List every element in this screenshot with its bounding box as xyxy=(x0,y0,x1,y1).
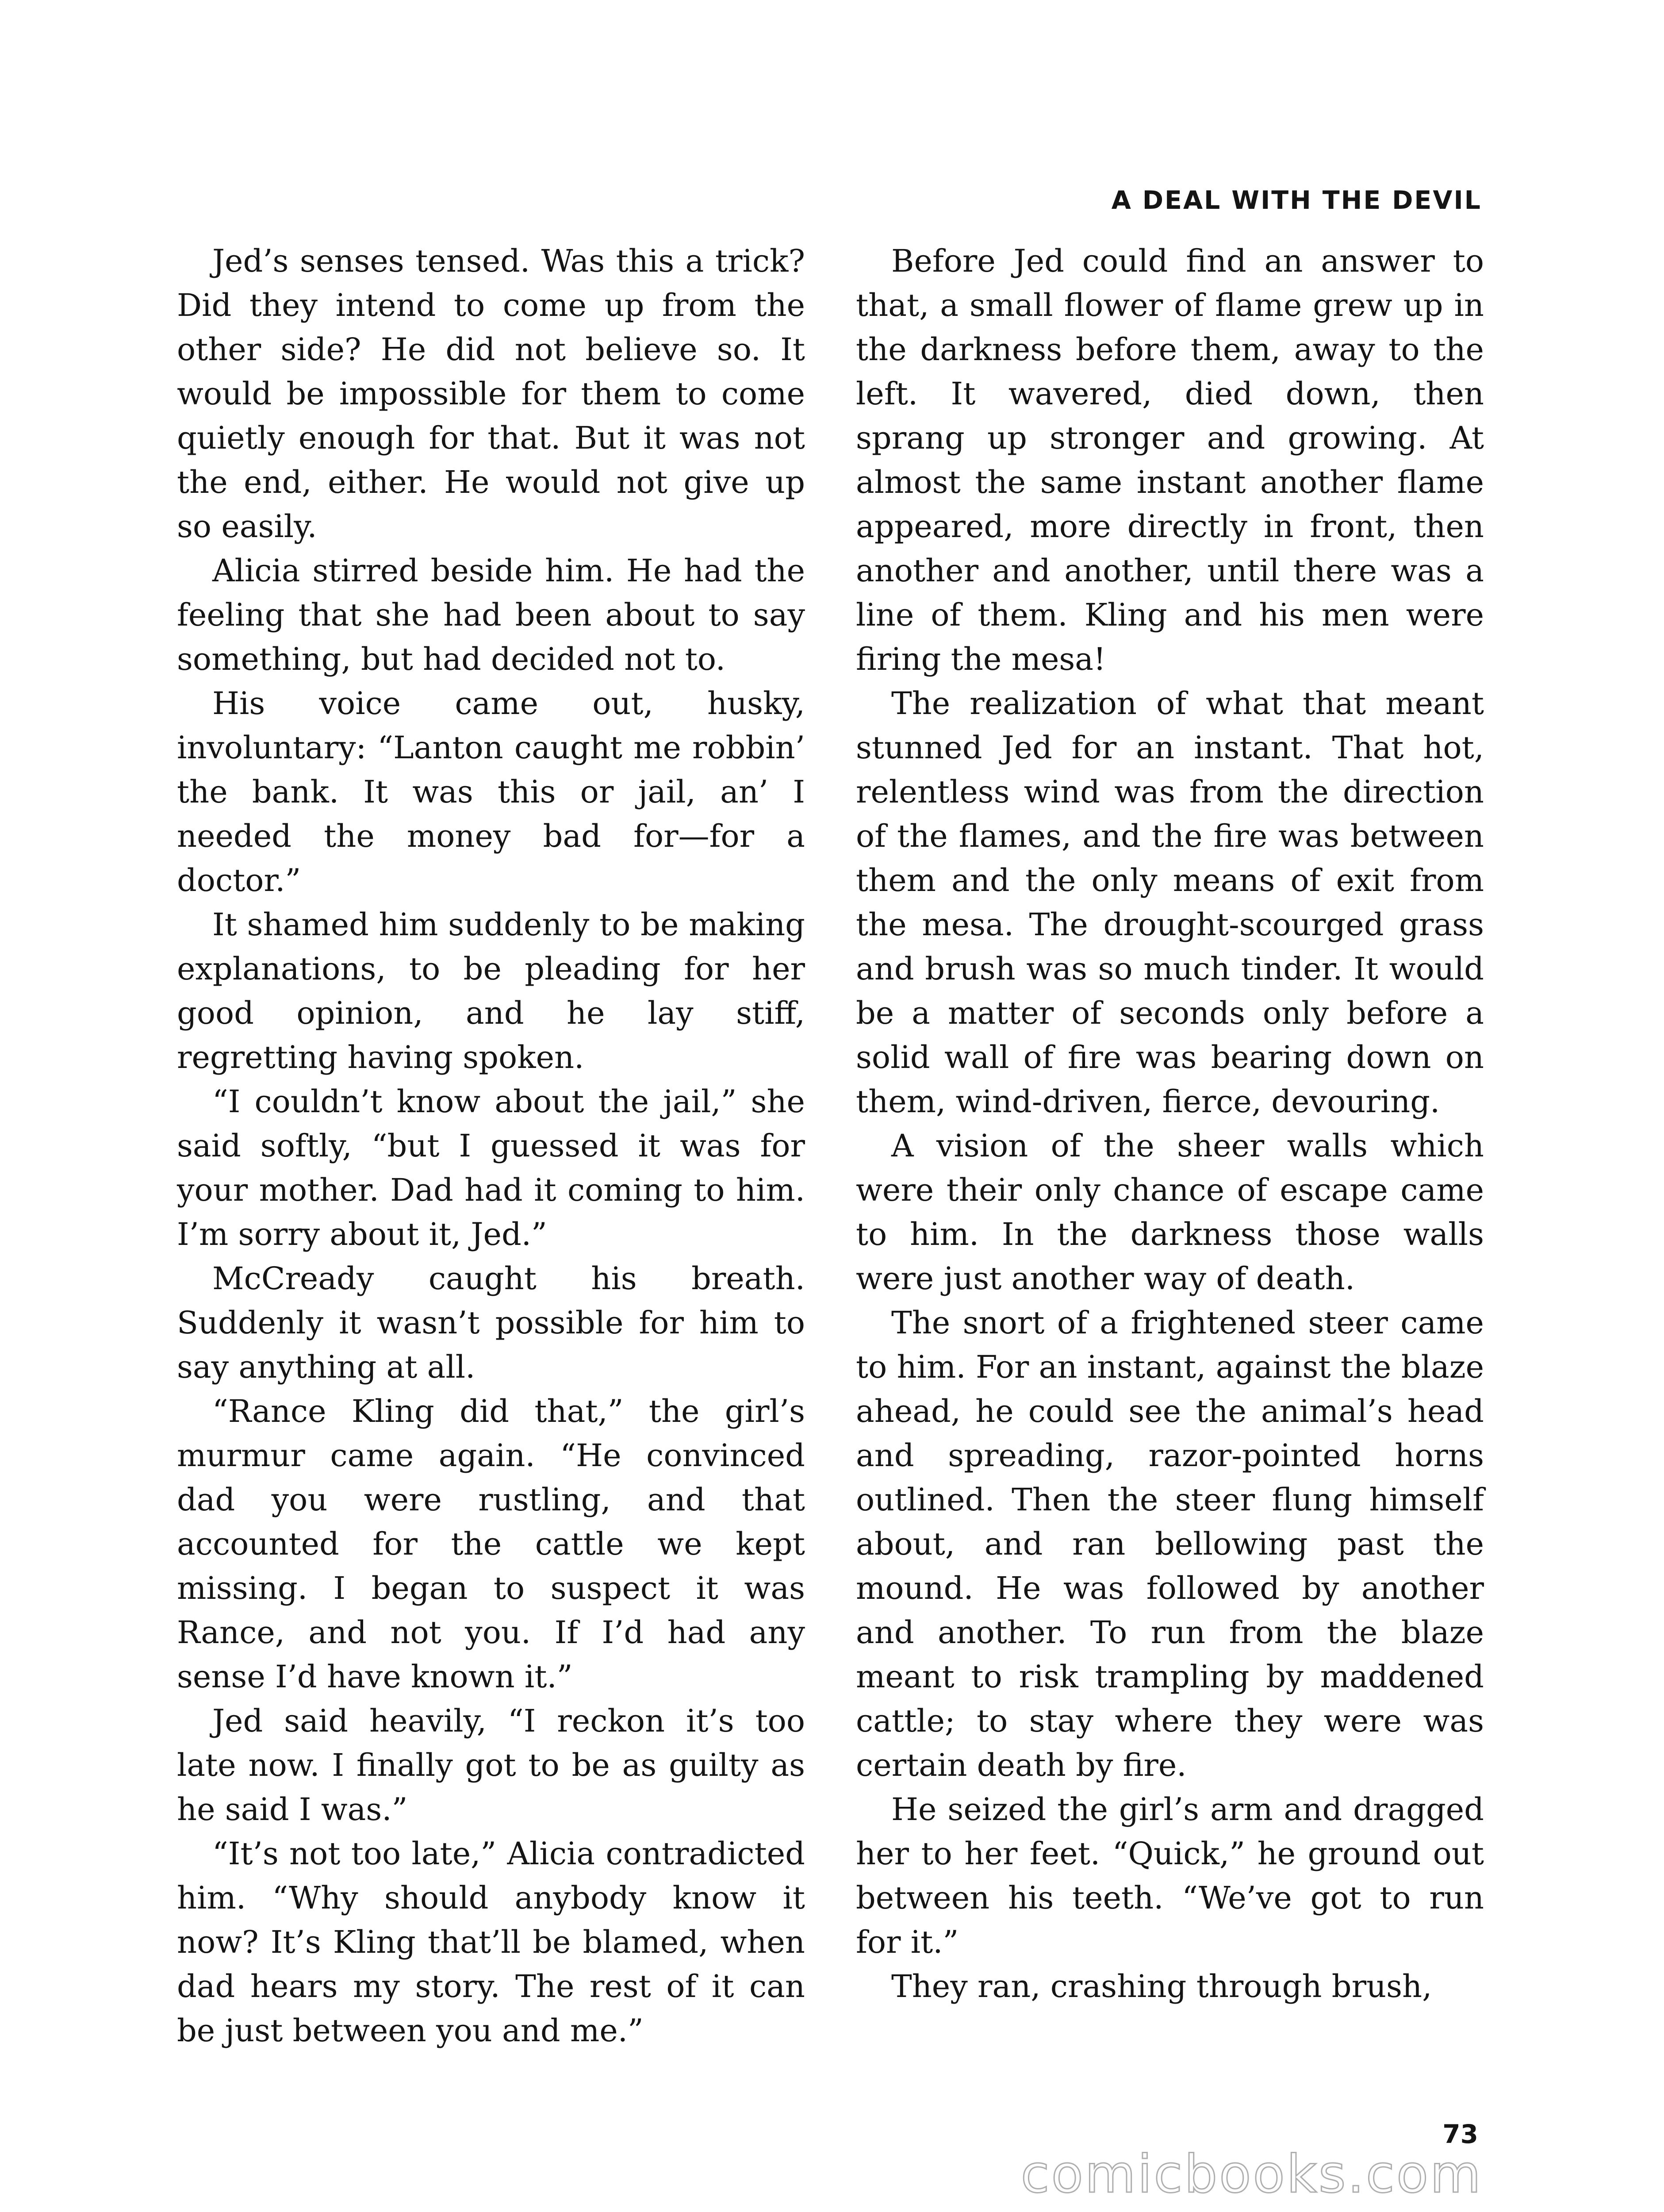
right-column xyxy=(856,239,1484,2008)
paragraph: Before Jed could find an answer to that, a small flower of flame grew up in the darkness before them, away to the left. It wavered, died down, then sprang up stronger and growing. At almost the same instant another flame appeared, more directly in front, then another and another, until there was a line of them. Kling and his men were firing the mesa! xyxy=(856,243,1484,677)
watermark: comicbooks.com xyxy=(1020,2143,1483,2204)
running-title: A DEAL WITH THE DEVIL xyxy=(1111,186,1482,215)
paragraph: “I couldn’t know about the jail,” she said softly, “but I guessed it was for your mother. Dad had it coming to him. I’m sorry about it, Jed.” xyxy=(177,1083,805,1252)
paragraph: The realization of what that meant stunned Jed for an instant. That hot, relentless wind was from the direction of the flames, and the fire was between them and the only means of exit from the mesa. The drought-scourged grass and brush was so much tinder. It would be a matter of seconds only before a solid wall of fire was bearing down on them, wind-driven, fierce, devouring. xyxy=(856,685,1484,1120)
paragraph: The snort of a frightened steer came to him. For an instant, against the blaze ahead, he could see the animal’s head and spreading, razor-pointed horns outlined. Then the steer flung himself about, and ran bellowing past the mound. He was followed by another and another. To run from the blaze meant to risk trampling by maddened cattle; to stay where they were was certain death by fire. xyxy=(856,1305,1484,1783)
page-number: 73 xyxy=(1442,2119,1478,2149)
paragraph: His voice came out, husky, involuntary: “Lanton caught me robbin’ the bank. It was this or jail, an’ I needed the money bad for—for a doctor.” xyxy=(177,685,805,899)
left-column xyxy=(177,239,805,2053)
paragraph: They ran, crashing through brush, xyxy=(891,1968,1432,2005)
paragraph: “It’s not too late,” Alicia contradicted him. “Why should anybody know it now? It’s Kling that’ll be blamed, when dad hears my story. The rest of it can be just between you and me.” xyxy=(177,1836,805,2049)
paragraph: It shamed him suddenly to be making explanations, to be pleading for her good opinion, and he lay stiff, regretting having spoken. xyxy=(177,906,805,1075)
paragraph: Jed’s senses tensed. Was this a trick? Did they intend to come up from the other side? He did not believe so. It would be impossible for them to come quietly enough for that. But it was not the end, either. He would not give up so easily. xyxy=(177,243,805,545)
paragraph: A vision of the sheer walls which were their only chance of escape came to him. In the darkness those walls were just another way of death. xyxy=(856,1128,1484,1297)
paragraph: Alicia stirred beside him. He had the feeling that she had been about to say something, but had decided not to. xyxy=(177,553,805,677)
paragraph: He seized the girl’s arm and dragged her to her feet. “Quick,” he ground out between his teeth. “We’ve got to run for it.” xyxy=(856,1791,1484,1960)
paragraph: Jed said heavily, “I reckon it’s too late now. I finally got to be as guilty as he said I was.” xyxy=(177,1703,805,1828)
paragraph: “Rance Kling did that,” the girl’s murmur came again. “He convinced dad you were rustling, and that accounted for the cattle we kept missing. I began to suspect it was Rance, and not you. If I’d had any sense I’d have known it.” xyxy=(177,1393,805,1695)
paragraph: McCready caught his breath. Suddenly it wasn’t possible for him to say anything at all. xyxy=(177,1260,805,1385)
